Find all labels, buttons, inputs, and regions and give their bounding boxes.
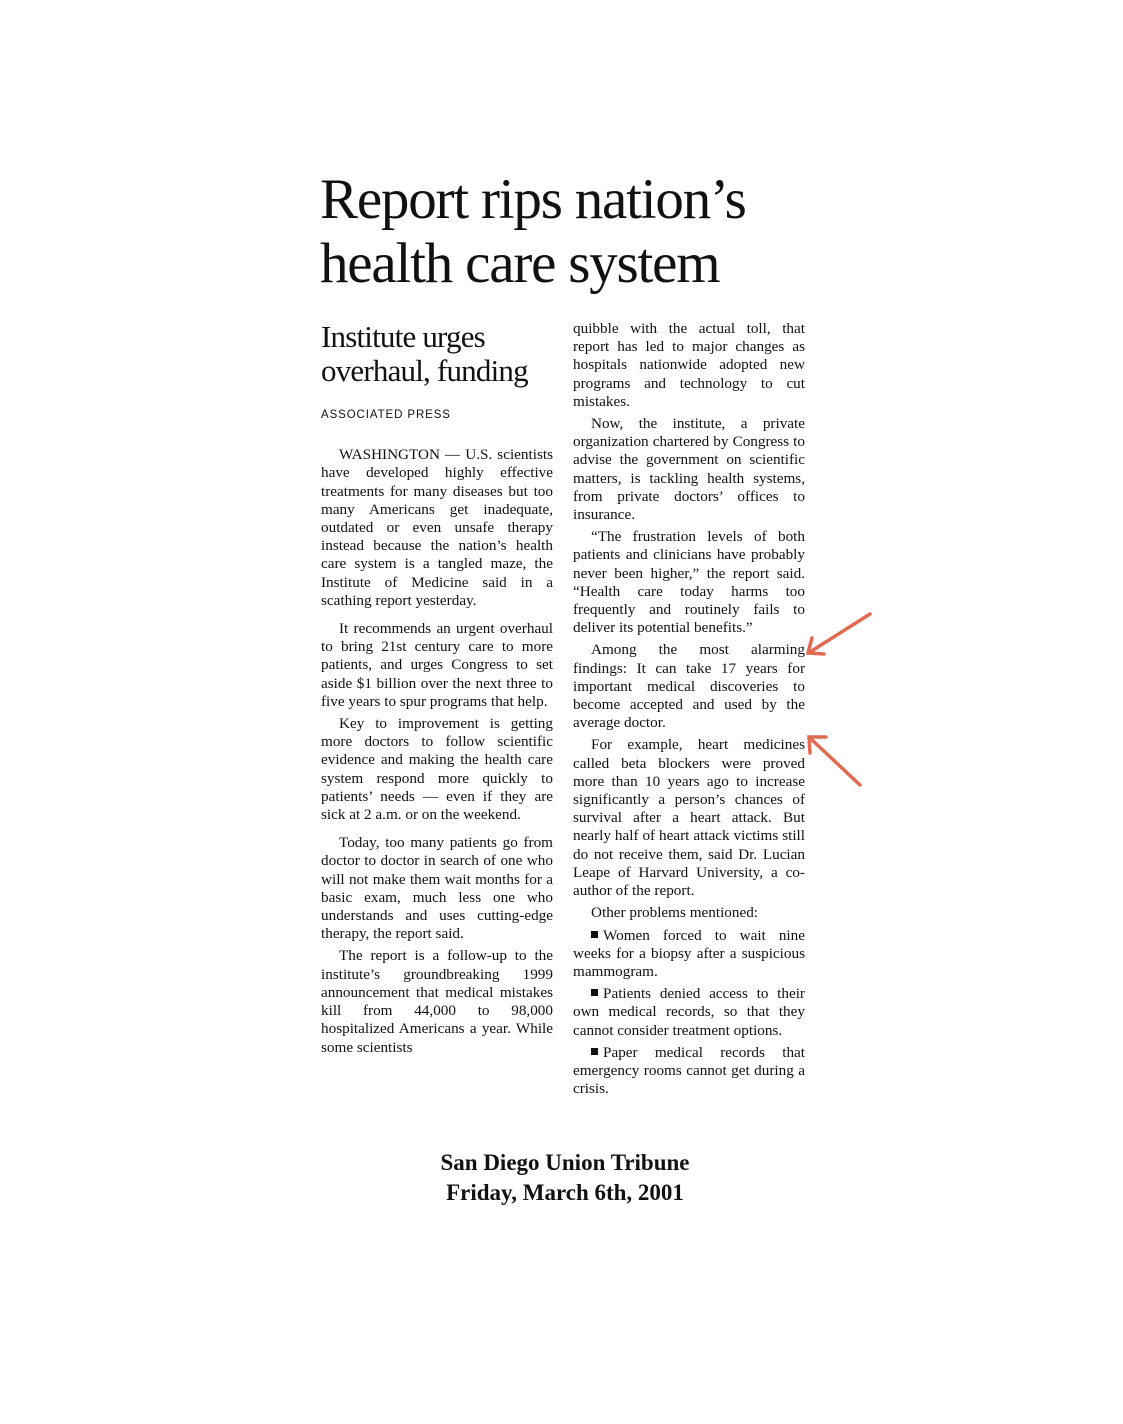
subheadline-line-2: overhaul, funding [321,353,528,388]
headline [320,168,820,296]
headline-line-2: health care system [320,232,720,295]
paragraph: The report is a follow-up to the institute’s groundbreaking 1999 announcement that medical mistakes kill from 44,000 to 98,000 hospitalized Americans a year. While some scientists [321,947,553,1056]
bullet-square-icon [591,1048,598,1055]
subheadline [321,320,553,388]
publication-date: Friday, March 6th, 2001 [446,1180,684,1205]
paragraph: Today, too many patients go from doctor to doctor in search of one who will not make them wait months for a basic exam, much less one who understands and uses cutting-edge therapy, the report said. [321,834,553,943]
paragraph: Other problems mentioned: [591,904,759,922]
paragraph: Now, the institute, a private organization chartered by Congress to advise the government on scientific matters, is tackling health systems, from private doctors’ offices to insurance. [573,415,805,524]
publication-name: San Diego Union Tribune [440,1150,690,1175]
paragraph: Key to improvement is getting more doctors to follow scientific evidence and making the health care system respond more quickly to patients’ needs — even if they are sick at 2 a.m. or on the weekend. [321,715,553,824]
bullet-item: Women forced to wait nine weeks for a biopsy after a suspicious mammogram. [573,926,805,980]
headline-line-1: Report rips nation’s [320,168,746,231]
bullet-square-icon [591,931,598,938]
paragraph: For example, heart medicines called beta blockers were proved more than 10 years ago to increase significantly a person’s chances of survival after a heart attack. But nearly half of heart attack victims still do not receive them, said Dr. Lucian Leape of Harvard University, a co-author of the report. [573,736,805,900]
right-column [573,320,805,1102]
paragraph: “The frustration levels of both patients and clinicians have probably never been higher,” the report said. “Health care today harms too frequently and routinely fails to deliver its potential benefits.” [573,528,805,637]
annotation-arrow-upper-icon [800,608,880,664]
bullet-square-icon [591,989,598,996]
paragraph-highlighted: Among the most alarming findings: It can take 17 years for important medical discoveries to become accepted and used by the average doctor. [573,641,805,732]
paragraph: quibble with the actual toll, that report has led to major changes as hospitals nationwide adopted new programs and technology to cut mistakes. [573,320,805,410]
byline: ASSOCIATED PRESS [321,409,451,421]
annotation-arrow-lower-icon [800,730,870,792]
paragraph: WASHINGTON — U.S. scientists have developed highly effective treatments for many diseases but too many Americans get inadequate, outdated or even unsafe therapy instead because the nation’s health care system is a tangled maze, the Institute of Medicine said in a scathing report yesterday. [321,446,553,609]
source-citation [320,1148,810,1208]
subheadline-line-1: Institute urges [321,319,485,354]
paragraph: It recommends an urgent overhaul to bring 21st century care to more patients, and urges Congress to set aside $1 billion over the next three to five years to spur programs that help. [321,620,553,710]
left-column [321,320,553,1061]
bullet-item: Paper medical records that emergency rooms cannot get during a crisis. [573,1043,805,1098]
bullet-item: Patients denied access to their own medical records, so that they cannot consider treatment options. [573,985,805,1039]
